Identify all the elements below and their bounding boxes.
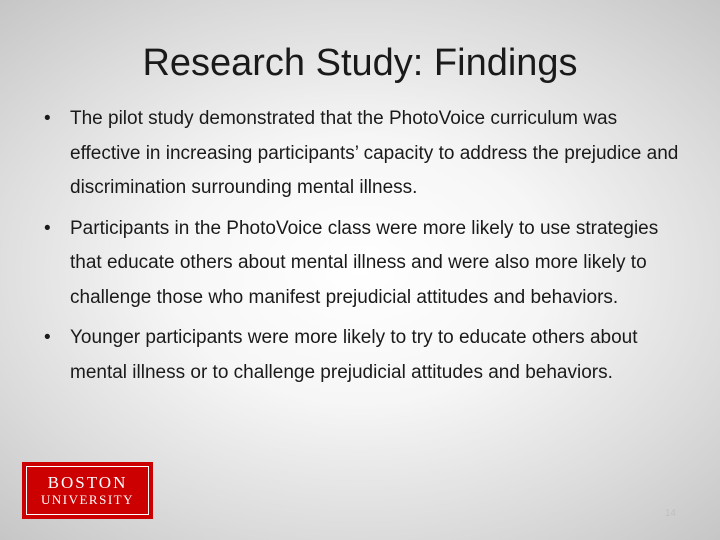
logo-text-university: UNIVERSITY xyxy=(41,492,134,507)
bullet-icon: • xyxy=(44,108,51,129)
logo-frame xyxy=(26,466,149,515)
bullet-item-3 xyxy=(44,321,690,390)
bullet-icon: • xyxy=(44,327,51,348)
bullet-list xyxy=(44,102,690,396)
bullet-item-1 xyxy=(44,102,690,206)
slide-title: Research Study: Findings xyxy=(142,42,578,84)
logo-text-boston: BOSTON xyxy=(47,473,128,492)
bullet-text: The pilot study demonstrated that the PhotoVoice curriculum was effective in increasing participants’ capacity to address the prejudice and discrimination surrounding mental illness. xyxy=(70,108,679,198)
bullet-text: Participants in the PhotoVoice class were more likely to use strategies that educate others about mental illness and were also more likely to challenge those who manifest prejudicial attitudes and behaviors. xyxy=(70,217,659,308)
bullet-item-2 xyxy=(44,212,690,316)
bullet-text: Younger participants were more likely to try to educate others about mental illness or to challenge prejudicial attitudes and behaviors. xyxy=(70,327,638,383)
bullet-icon: • xyxy=(44,217,51,239)
slide-number: 14 xyxy=(664,508,676,519)
boston-university-logo xyxy=(22,462,153,519)
